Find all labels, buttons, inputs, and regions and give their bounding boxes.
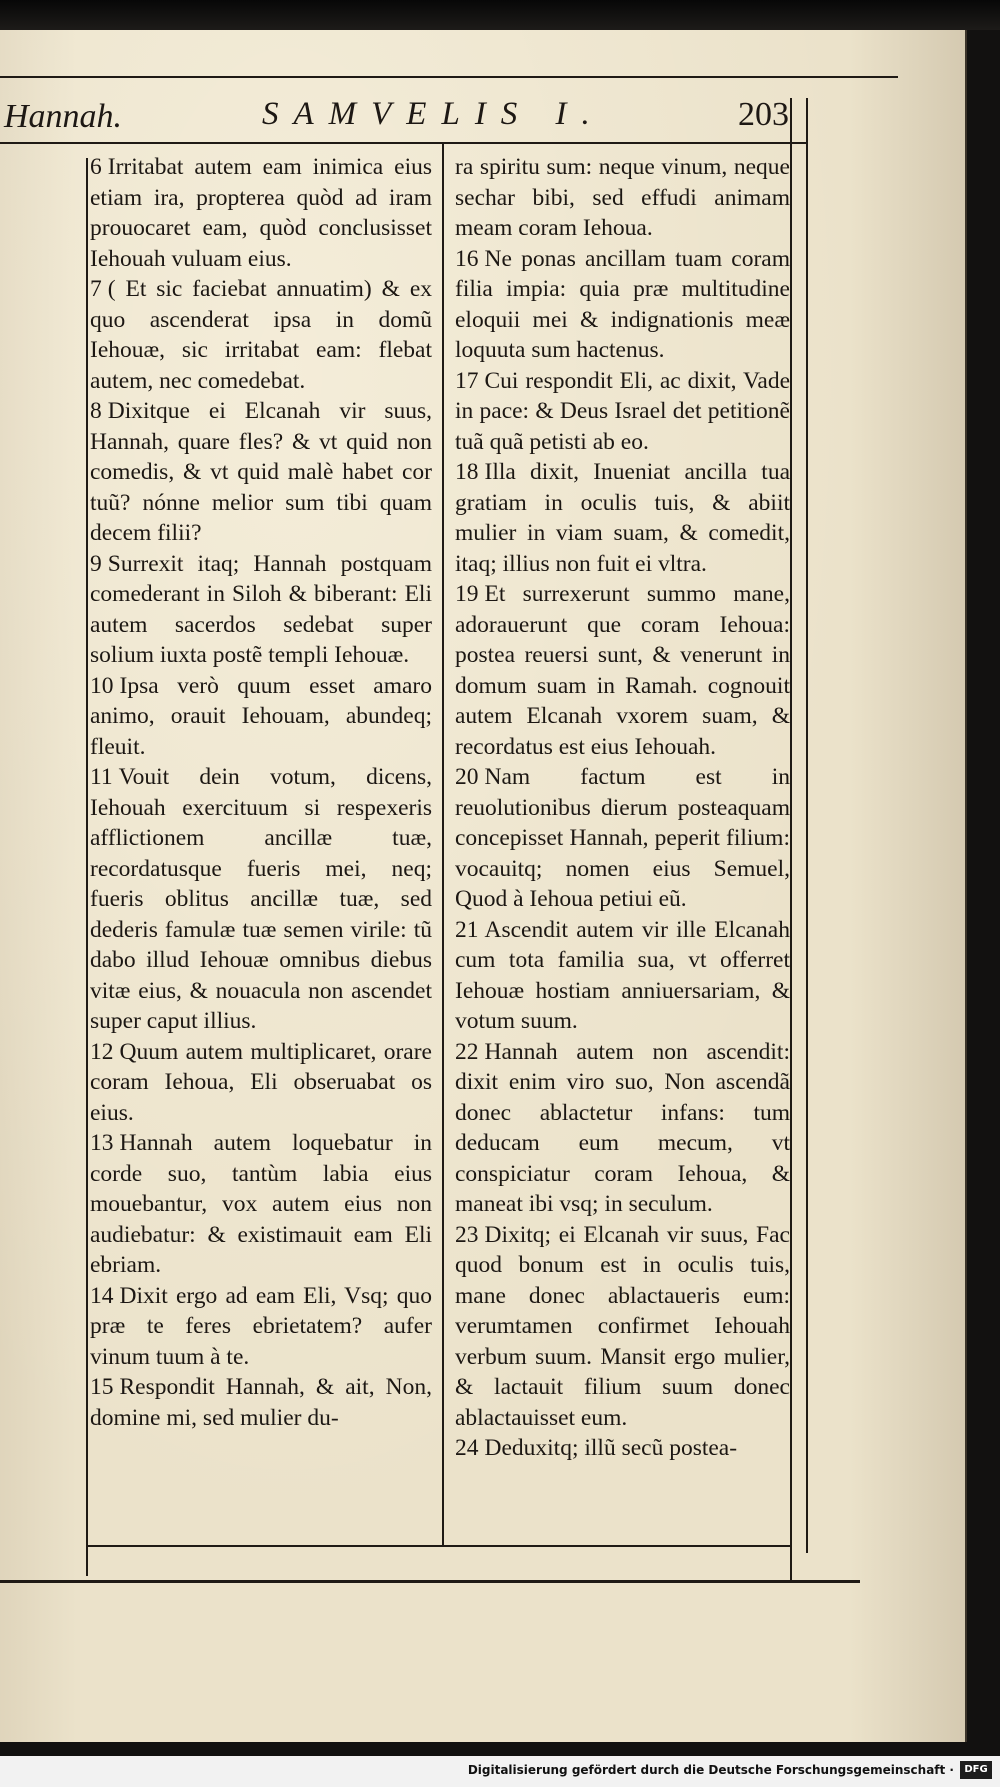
verse-text: Irritabat autem eam inimica eius etiam ira, propterea quòd ad iram prouocaret eam, quòd conclusisset Iehouah vuluam eius. bbox=[90, 154, 432, 272]
verse bbox=[455, 1037, 790, 1220]
verse-number: 17 bbox=[455, 367, 479, 394]
verse-number: 22 bbox=[455, 1038, 479, 1065]
verse-text: Vouit dein votum, dicens, Iehouah exercituum si respexeris afflictionem ancillæ tuæ, recordatusque fueris mei, neq; fueris oblitus ancillæ tuæ, sed dederis famulæ tuæ semen virile: tũ dabo illud Iehouæ omnibus diebus vitæ eius, & nouacula non ascendet super caput illius. bbox=[90, 764, 432, 1034]
verse bbox=[455, 762, 790, 915]
verse bbox=[90, 762, 432, 1037]
verse bbox=[455, 579, 790, 762]
verse-number: 11 bbox=[90, 764, 113, 790]
verse-text: Dixitq; ei Elcanah vir suus, Fac quod bonum est in oculis tuis, mane donec ablactaueris eum: verumtamen confirmet Iehouah verbum suum. Mansit ergo mulier, & lactauit filium suum donec ablactauisset eum. bbox=[455, 1221, 790, 1431]
verse-text: Surrexit itaq; Hannah postquam comederant in Siloh & biberant: Eli autem sacerdos sedebat super solium iuxta postẽ templi Iehouæ. bbox=[90, 550, 432, 668]
verse-number: 13 bbox=[90, 1130, 114, 1156]
verse-number: 18 bbox=[455, 459, 479, 485]
verse-number: 6 bbox=[90, 154, 102, 180]
verse-text: Nam factum est in reuolutionibus dierum posteaquam concepisset Hannah, peperit filium: vocauitq; nomen eius Semuel, Quod à Iehoua petiui eũ. bbox=[455, 764, 790, 912]
column-left-frame bbox=[86, 158, 88, 1576]
verse-text: Illa dixit, Inueniat ancilla tua gratiam in oculis tuis, & abiit mulier in viam suam, & comedit, itaq; illius non fuit ei vltra. bbox=[455, 459, 790, 577]
verse-continuation bbox=[455, 152, 790, 244]
verse-text: Cui respondit Eli, ac dixit, Vade in pace: & Deus Israel det petitionẽ tuã quã petisti ab eo. bbox=[455, 367, 790, 455]
verse-number: 19 bbox=[455, 581, 479, 607]
verse-number: 21 bbox=[455, 916, 479, 943]
verse-text: Ne ponas ancillam tuam coram filia impia: quia præ multitudine eloquii mei & indignationis meæ loquuta sum hactenus. bbox=[455, 245, 790, 363]
verse-number: 20 bbox=[455, 764, 479, 790]
verse-number: 10 bbox=[90, 672, 114, 699]
verse-number: 7 bbox=[90, 276, 102, 302]
scan-top-edge bbox=[0, 0, 1000, 30]
column-divider bbox=[442, 144, 444, 1546]
top-rule bbox=[0, 76, 898, 78]
verse-text: ra spiritu sum: neque vinum, neque sechar bibi, sed effudi animam meam coram Iehoua. bbox=[455, 154, 790, 241]
dfg-logo: DFG bbox=[960, 1761, 992, 1779]
running-head-title: SAMVELIS I. bbox=[262, 96, 605, 132]
verse-text: Deduxitq; illũ secũ postea- bbox=[484, 1435, 738, 1461]
verse bbox=[90, 1037, 432, 1129]
verse-number: 8 bbox=[90, 398, 102, 424]
verse bbox=[455, 915, 790, 1037]
verse bbox=[90, 274, 432, 396]
verse-text: Respondit Hannah, & ait, Non, domine mi, sed mulier du- bbox=[90, 1374, 432, 1431]
page-bottom-rule bbox=[0, 1580, 860, 1583]
verse-number: 23 bbox=[455, 1221, 479, 1248]
page-number: 203 bbox=[738, 96, 789, 133]
verse bbox=[90, 1372, 432, 1433]
right-border-line bbox=[806, 98, 808, 1553]
verse-number: 24 bbox=[455, 1435, 479, 1461]
verse-number: 16 bbox=[455, 245, 479, 272]
column-bottom-rule bbox=[86, 1545, 792, 1547]
verse bbox=[90, 1281, 432, 1373]
verse bbox=[455, 1433, 790, 1464]
verse-text: Ascendit autem vir ille Elcanah cum tota familia sua, vt offerret Iehouæ hostiam anniuersariam, & votum suum. bbox=[455, 916, 790, 1034]
verse bbox=[90, 549, 432, 671]
running-header bbox=[0, 86, 810, 146]
verse-text: Hannah autem loquebatur in corde suo, tantùm labia eius mouebantur, vox autem eius non audiebatur: & existimauit eam Eli ebriam. bbox=[90, 1130, 432, 1278]
verse bbox=[90, 671, 432, 763]
header-underline bbox=[0, 142, 808, 144]
verse bbox=[455, 244, 790, 366]
running-head-left: Hannah. bbox=[4, 98, 123, 135]
verse-text: Quum autem multiplicaret, orare coram Iehoua, Eli obseruabat os eius. bbox=[90, 1038, 432, 1126]
verse bbox=[90, 1128, 432, 1281]
verse-text: Dixitque ei Elcanah vir suus, Hannah, quare fles? & vt quid non comedis, & vt quid malè habet cor tuũ? nónne melior sum tibi quam decem filii? bbox=[90, 398, 432, 546]
verse-number: 15 bbox=[90, 1374, 114, 1400]
verse bbox=[455, 1220, 790, 1434]
verse bbox=[90, 152, 432, 274]
verse bbox=[455, 366, 790, 458]
verse bbox=[90, 396, 432, 549]
column-right-frame bbox=[790, 98, 792, 1582]
verse-text: Hannah autem non ascendit: dixit enim viro suo, Non ascendã donec ablactetur infans: tum deducam eum mecum, vt conspiciatur coram Iehoua, & maneat ibi vsq; in seculum. bbox=[455, 1038, 790, 1217]
verse-number: 9 bbox=[90, 550, 102, 577]
verse bbox=[455, 457, 790, 579]
verse-number: 12 bbox=[90, 1038, 114, 1065]
verse-text: Et surrexerunt summo mane, adorauerunt que coram Iehoua: postea reuersi sunt, & venerunt in domum suam in Ramah. cognouit autem Elcanah vxorem suam, & recordatus est eius Iehouah. bbox=[455, 581, 790, 760]
text-column-left bbox=[90, 152, 432, 1433]
funding-credit: Digitalisierung gefördert durch die Deutsche Forschungsgemeinschaft · bbox=[467, 1763, 954, 1777]
verse-text: ( Et sic faciebat annuatim) & ex quo ascenderat ipsa in domũ Iehouæ, sic irritabat eam: flebat autem, nec comedebat. bbox=[90, 276, 432, 394]
verse-number: 14 bbox=[90, 1282, 114, 1309]
digitization-footer bbox=[0, 1756, 1000, 1787]
text-column-right bbox=[455, 152, 790, 1464]
verse-text: Dixit ergo ad eam Eli, Vsq; quo præ te feres ebrietatem? aufer vinum tuum à te. bbox=[90, 1282, 432, 1370]
verse-text: Ipsa verò quum esset amaro animo, orauit Iehouam, abundeq; fleuit. bbox=[90, 672, 432, 760]
